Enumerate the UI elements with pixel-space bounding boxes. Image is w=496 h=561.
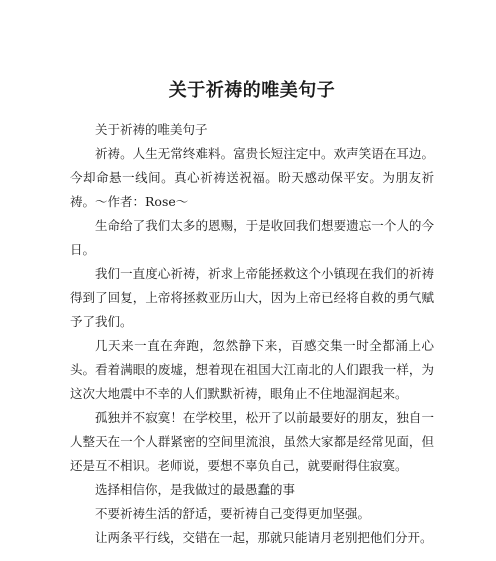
paragraph: 选择相信你，是我做过的最愚蠢的事 [95,482,296,497]
paragraph: 我们一直度心祈祷，祈求上帝能拯救这个小镇现在我们的祈祷得到了回复，上帝将拯救亚历山大，因为上帝已经将自救的勇气赋予了我们。 [70,266,434,329]
paragraph: 孤独并不寂寞！在学校里，松开了以前最要好的朋友，独自一人整天在一个人群紧密的空间里流浪，虽然大家都是经常见面，但还是互不相识。老师说，要想不辜负自己，就要耐得住寂寞。 [70,410,434,473]
paragraph-subtitle: 关于祈祷的唯美句子 [95,122,208,137]
paragraph: 生命给了我们太多的恩赐，于是收回我们想要遗忘一个人的今日。 [70,218,434,257]
paragraph: 不要祈祷生活的舒适，要祈祷自己变得更加坚强。 [95,506,371,521]
paragraph: 几天来一直在奔跑，忽然静下来，百感交集一时全都涌上心头。看着满眼的废墟，想着现在祖国大江南北的人们跟我一样，为这次大地震中不幸的人们默默祈祷，眼角止不住地湿润起来。 [70,338,434,401]
document-title: 关于祈祷的唯美句子 [168,80,336,101]
paragraph: 祈祷。人生无常终难料。富贵长短注定中。欢声笑语在耳边。今却命悬一线间。真心祈祷送祝福。盼天感动保平安。为朋友祈祷。～作者：Rose～ [70,146,434,209]
paragraph: 让两条平行线，交错在一起，那就只能请月老别把他们分开。 [95,530,433,545]
